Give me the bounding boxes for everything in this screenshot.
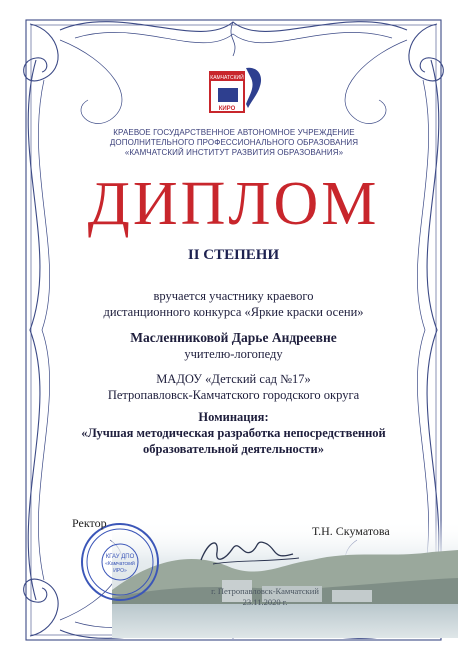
logo-bottom-text: КИРО: [218, 106, 236, 112]
handwritten-signature: [195, 530, 305, 570]
nomination-label: Номинация:: [198, 410, 269, 424]
diploma-degree: II СТЕПЕНИ: [187, 247, 280, 263]
nomination-line-1: «Лучшая методическая разработка непосредственной: [81, 426, 386, 440]
rector-label: Ректор: [72, 516, 107, 530]
issue-date: 23.11.2020 г.: [242, 597, 288, 607]
diploma-title: ДИПЛОМ: [87, 170, 380, 238]
org-line-3: «КАМЧАТСКИЙ ИНСТИТУТ РАЗВИТИЯ ОБРАЗОВАНИЯ»: [124, 148, 344, 157]
place-city: г. Петропавловск-Камчатский: [211, 586, 319, 596]
svg-text:ИРО»: ИРО»: [113, 568, 127, 574]
signer-name: Т.Н. Скуматова: [312, 524, 390, 538]
awarded-line-1: вручается участнику краевого: [153, 289, 314, 303]
organization-name: [90, 128, 378, 158]
institution-line-2: Петропавловск-Камчатского городского округа: [107, 388, 360, 402]
participant-name: Масленниковой Дарье Андреевне: [130, 330, 337, 345]
org-line-1: КРАЕВОЕ ГОСУДАРСТВЕННОЕ АВТОНОМНОЕ УЧРЕЖДЕНИЕ: [113, 128, 355, 137]
participant-position: учителю-логопеду: [184, 347, 283, 361]
institution-line-1: МАДОУ «Детский сад №17»: [156, 372, 311, 386]
kiro-logo: [206, 64, 268, 116]
org-line-2: ДОПОЛНИТЕЛЬНОГО ПРОФЕССИОНАЛЬНОГО ОБРАЗОВАНИЯ: [109, 138, 359, 147]
awarded-line-2: дистанционного конкурса «Яркие краски осени»: [103, 305, 364, 319]
svg-text:«Камчатский: «Камчатский: [105, 561, 135, 567]
official-seal-icon: [78, 520, 162, 604]
nomination-line-2: образовательной деятельности»: [143, 442, 324, 456]
svg-text:КГАУ ДПО: КГАУ ДПО: [105, 554, 135, 560]
logo-top-text: КАМЧАТСКИЙ: [210, 75, 244, 81]
place-and-date: [170, 586, 360, 608]
